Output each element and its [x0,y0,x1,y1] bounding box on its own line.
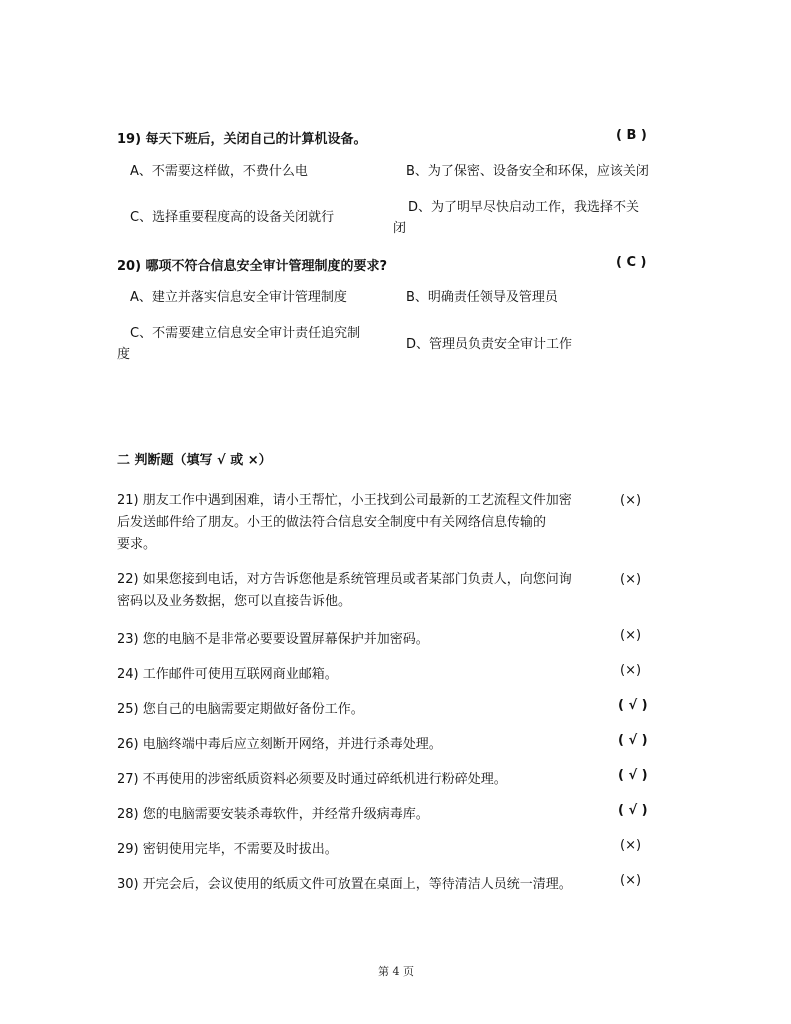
judge-item-30-answer: (×) [620,873,642,888]
question-19-option-b: B、为了保密、设备安全和环保，应该关闭 [406,164,649,179]
judge-item-29-text: 29) 密钥使用完毕，不需要及时拔出。 [117,842,338,857]
judge-item-27-text: 27) 不再使用的涉密纸质资料必须要及时通过碎纸机进行粉碎处理。 [117,772,507,787]
judge-item-21-line3: 要求。 [117,537,157,552]
question-20-option-c-line2: 度 [117,347,131,362]
question-20-option-d: D、管理员负责安全审计工作 [406,337,573,352]
question-20-answer: ( C ) [616,255,647,270]
question-20-option-b: B、明确责任领导及管理员 [406,290,558,305]
judge-item-22-line1: 22) 如果您接到电话，对方告诉您他是系统管理员或者某部门负责人，向您问询 [117,572,572,587]
judge-item-22-answer: (×) [620,572,642,587]
judge-item-24-answer: (×) [620,663,642,678]
judge-item [117,490,597,556]
judge-item-21-line1: 21) 朋友工作中遇到困难，请小王帮忙，小王找到公司最新的工艺流程文件加密 [117,493,572,508]
judge-item-30-text: 30) 开完会后，会议使用的纸质文件可放置在桌面上，等待清洁人员统一清理。 [117,877,572,892]
question-19-option-d-line1: D、为了明早尽快启动工作，我选择不关 [408,200,640,215]
question-19-answer: ( B ) [616,128,647,143]
judge-item-25-text: 25) 您自己的电脑需要定期做好备份工作。 [117,702,364,717]
judge-item-28-text: 28) 您的电脑需要安装杀毒软件，并经常升级病毒库。 [117,807,429,822]
judge-item-22-line2: 密码以及业务数据，您可以直接告诉他。 [117,594,352,609]
judge-item [117,569,597,613]
judge-item-25-answer: ( √ ) [618,698,648,713]
judge-item-26-text: 26) 电脑终端中毒后应立刻断开网络，并进行杀毒处理。 [117,737,442,752]
question-19-option-c: C、选择重要程度高的设备关闭就行 [130,210,335,225]
judge-item-28-answer: ( √ ) [618,803,648,818]
judge-item-26-answer: ( √ ) [618,733,648,748]
question-19-option-d-line2: 闭 [393,221,407,236]
judge-item-23-answer: (×) [620,628,642,643]
question-19-title: 19) 每天下班后，关闭自己的计算机设备。 [117,132,367,147]
question-20-title: 20) 哪项不符合信息安全审计管理制度的要求? [117,259,388,274]
section-title: 二 判断题（填写 √ 或 ×） [117,453,272,468]
judge-item-27-answer: ( √ ) [618,768,648,783]
judge-item-21-answer: (×) [620,493,642,508]
judge-item-24-text: 24) 工作邮件可使用互联网商业邮箱。 [117,667,338,682]
question-19-option-a: A、不需要这样做，不费什么电 [130,164,308,179]
question-20-option-a: A、建立并落实信息安全审计管理制度 [130,290,347,305]
page-number: 第 4 页 [378,965,414,978]
judge-item-29-answer: (×) [620,838,642,853]
question-20-option-c-line1: C、不需要建立信息安全审计责任追究制 [130,326,361,341]
judge-item-21-line2: 后发送邮件给了朋友。小王的做法符合信息安全制度中有关网络信息传输的 [117,515,547,530]
judge-item-23-text: 23) 您的电脑不是非常必要要设置屏幕保护并加密码。 [117,632,429,647]
